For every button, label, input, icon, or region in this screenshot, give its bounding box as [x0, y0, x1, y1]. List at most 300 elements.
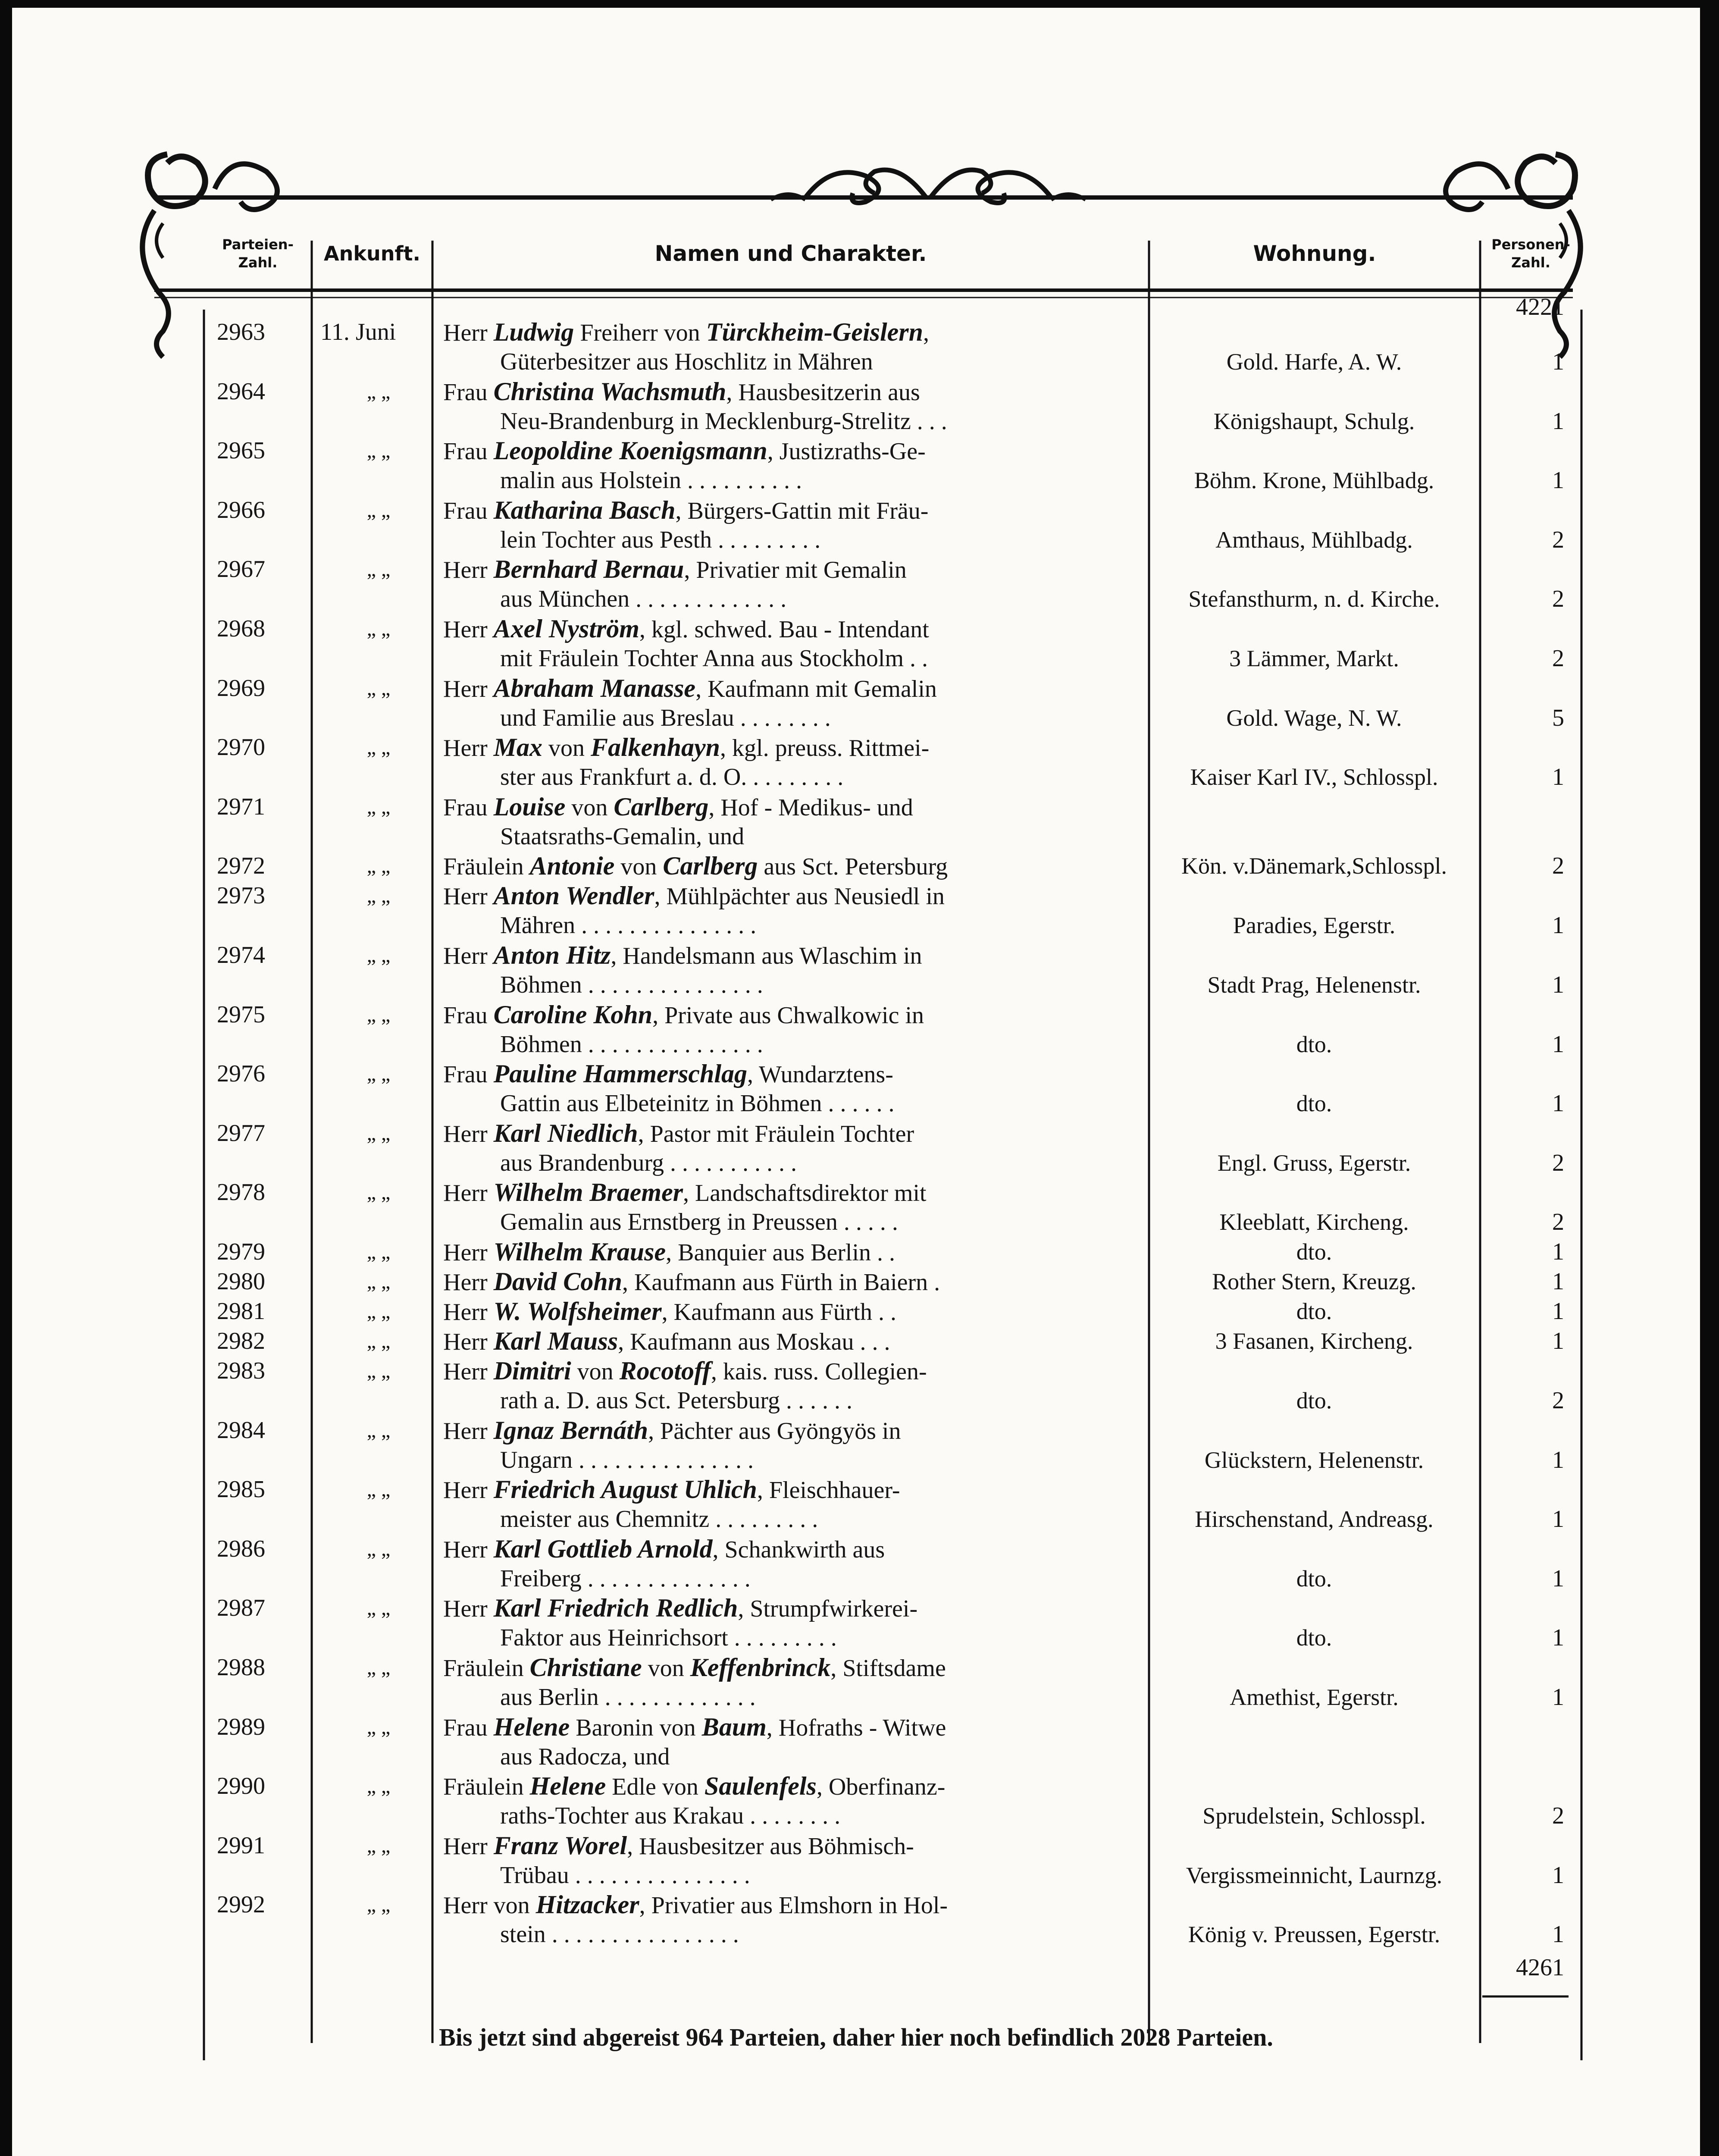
- person-name: Wilhelm Braemer: [493, 1178, 683, 1207]
- col-header-ankunft: Ankunft.: [324, 242, 420, 265]
- arrival-ditto-mark: „ „: [366, 1893, 391, 1917]
- arrival-ditto-mark: „ „: [366, 855, 391, 878]
- entry-continuation-line: Böhmen . . . . . . . . . . . . . . .: [500, 1031, 763, 1058]
- entry-name-line: [443, 614, 1140, 645]
- lodging-address: Sprudelstein, Schlosspl.: [1202, 1803, 1426, 1829]
- person-name: Keffenbrinck: [690, 1653, 831, 1682]
- entry-text: Freiherr von: [574, 320, 706, 346]
- lodging-address: Paradies, Egerstr.: [1233, 912, 1396, 939]
- lodging-address: Rother Stern, Kreuzg.: [1212, 1269, 1416, 1294]
- arrival-ditto-mark: „ „: [366, 736, 391, 759]
- arrival-ditto-mark: „ „: [366, 1062, 391, 1086]
- entry-continuation-line: Mähren . . . . . . . . . . . . . . .: [500, 912, 757, 939]
- entry-text: Frau: [443, 379, 494, 406]
- entry-name-line: [443, 1593, 1140, 1624]
- person-count: 1: [1552, 1861, 1564, 1889]
- table-row: [12, 1712, 1700, 1772]
- entry-text: , Privatier aus Elmshorn in Hol-: [639, 1892, 948, 1919]
- person-name: Baum: [701, 1712, 767, 1741]
- entry-number: 2976: [217, 1060, 265, 1087]
- person-count: 1: [1552, 1328, 1564, 1354]
- person-name: Christina Wachsmuth: [493, 377, 726, 406]
- arrival-date: 11. Juni: [320, 319, 396, 345]
- entry-number: 2963: [217, 319, 265, 345]
- entry-name-line: [443, 674, 1140, 704]
- lodging-address: Böhm. Krone, Mühlbadg.: [1194, 467, 1434, 494]
- entry-continuation-line: Freiberg . . . . . . . . . . . . . .: [500, 1565, 751, 1592]
- entry-continuation-line: Staatsraths-Gemalin, und: [500, 823, 745, 850]
- person-count: 1: [1552, 971, 1564, 998]
- document-page: [12, 8, 1700, 2156]
- table-row: [12, 940, 1700, 1000]
- person-count: 2: [1552, 1802, 1564, 1830]
- lodging-address: dto.: [1296, 1031, 1332, 1057]
- entry-continuation-line: malin aus Holstein . . . . . . . . . .: [500, 467, 802, 494]
- table-row: [12, 1475, 1700, 1534]
- entry-text: Herr: [443, 1358, 494, 1385]
- entry-text: Herr: [443, 1536, 494, 1563]
- lodging-address: dto.: [1296, 1565, 1332, 1592]
- person-name: Carlberg: [614, 792, 709, 821]
- entry-text: Herr: [443, 1239, 494, 1266]
- lodging-address: König v. Preussen, Egerstr.: [1188, 1921, 1440, 1948]
- entry-text: Herr: [443, 1120, 494, 1147]
- entry-text: , Kaufmann mit Gemalin: [695, 675, 937, 702]
- person-count: 2: [1552, 586, 1564, 613]
- table-row: [12, 1356, 1700, 1416]
- entry-text: Herr: [443, 1595, 494, 1623]
- entry-text: Frau: [443, 794, 494, 821]
- table-row: [12, 1771, 1700, 1831]
- entry-name-line: [443, 1416, 1140, 1446]
- person-name: Hitzacker: [535, 1890, 639, 1919]
- entry-continuation-line: Gattin aus Elbeteinitz in Böhmen . . . . . .: [500, 1090, 895, 1117]
- arrival-ditto-mark: „ „: [366, 1775, 391, 1798]
- lodging-address: Stadt Prag, Helenenstr.: [1207, 972, 1421, 998]
- person-name: Saulenfels: [704, 1772, 817, 1801]
- entry-text: , Stiftsdame: [830, 1655, 946, 1682]
- entry-text: , Handelsmann aus Wlaschim in: [611, 943, 922, 969]
- entry-continuation-line: Faktor aus Heinrichsort . . . . . . . . .: [500, 1624, 837, 1651]
- lodging-address: Gold. Harfe, A. W.: [1226, 349, 1402, 375]
- person-name: Karl Gottlieb Arnold: [493, 1534, 713, 1563]
- entry-text: , Pastor mit Fräulein Tochter: [638, 1120, 914, 1147]
- entry-text: Frau: [443, 1002, 494, 1029]
- entry-text: Herr: [443, 883, 494, 910]
- person-name: W. Wolfsheimer: [493, 1297, 662, 1326]
- table-row: [12, 495, 1700, 555]
- entry-text: , kgl. schwed. Bau - Intendant: [639, 616, 929, 643]
- table-row: [12, 1178, 1700, 1237]
- footer-summary: Bis jetzt sind abgereist 964 Parteien, daher hier noch befindlich 2028 Parteien.: [439, 2023, 1273, 2052]
- entry-text: Frau: [443, 1714, 494, 1741]
- entry-text: , Justizraths-Ge-: [767, 438, 926, 465]
- entry-number: 2969: [217, 674, 265, 702]
- arrival-ditto-mark: „ „: [366, 1419, 391, 1442]
- entry-text: Herr: [443, 1329, 494, 1355]
- entry-text: Herr: [443, 1299, 494, 1326]
- arrival-ditto-mark: „ „: [366, 1181, 391, 1204]
- arrival-ditto-mark: „ „: [366, 1360, 391, 1382]
- person-count: 1: [1552, 764, 1564, 791]
- entry-name-line: [443, 1831, 1140, 1861]
- table-row: [12, 674, 1700, 733]
- table-row: [12, 436, 1700, 495]
- person-count: 1: [1552, 1090, 1564, 1117]
- entry-number: 2989: [217, 1713, 265, 1740]
- entry-name-line: [443, 377, 1140, 407]
- lodging-address: dto.: [1296, 1625, 1332, 1651]
- lodging-address: Engl. Gruss, Egerstr.: [1217, 1150, 1411, 1176]
- entry-continuation-line: und Familie aus Breslau . . . . . . . .: [500, 704, 831, 731]
- arrival-ditto-mark: „ „: [366, 1597, 391, 1620]
- person-name: Friedrich August Uhlich: [493, 1475, 757, 1504]
- entry-number: 2985: [217, 1476, 265, 1503]
- entry-number: 2977: [217, 1119, 265, 1147]
- person-count: 1: [1552, 1684, 1564, 1711]
- person-name: Helene: [529, 1772, 606, 1801]
- table-row: [12, 1653, 1700, 1712]
- lodging-address: dto.: [1296, 1298, 1332, 1324]
- lodging-address: Amethist, Egerstr.: [1230, 1684, 1399, 1710]
- entry-number: 2987: [217, 1595, 265, 1622]
- entry-text: , Landschaftsdirektor mit: [683, 1180, 927, 1207]
- entry-number: 2988: [217, 1654, 265, 1681]
- lodging-address: Hirschenstand, Andreasg.: [1195, 1506, 1434, 1532]
- arrival-ditto-mark: „ „: [366, 1003, 391, 1026]
- entry-text: , Oberfinanz-: [816, 1774, 946, 1801]
- lodging-address: Kaiser Karl IV., Schlosspl.: [1190, 764, 1438, 790]
- entry-text: von: [571, 1358, 620, 1385]
- entry-number: 2965: [217, 437, 265, 464]
- person-name: Helene: [493, 1712, 570, 1741]
- entry-text: Herr: [443, 1180, 494, 1207]
- arrival-ditto-mark: „ „: [366, 677, 391, 700]
- entry-number: 2967: [217, 556, 265, 583]
- entry-name-line: [443, 1297, 1140, 1327]
- arrival-ditto-mark: „ „: [366, 439, 391, 463]
- table-row: [12, 1119, 1700, 1178]
- person-count: 2: [1552, 1149, 1564, 1176]
- arrival-ditto-mark: „ „: [366, 795, 391, 818]
- entry-text: , Kaufmann aus Moskau . . .: [618, 1329, 890, 1355]
- entry-number: 2974: [217, 942, 265, 968]
- arrival-ditto-mark: „ „: [366, 558, 391, 581]
- entry-text: Fräulein: [443, 1774, 530, 1801]
- entry-continuation-line: Gemalin aus Ernstberg in Preussen . . . . .: [500, 1209, 898, 1236]
- entry-text: von: [642, 1655, 690, 1682]
- entry-number: 2983: [217, 1357, 265, 1384]
- person-count: 1: [1552, 1565, 1564, 1592]
- entry-name-line: [443, 1267, 1140, 1297]
- entry-name-line: [443, 881, 1140, 912]
- person-name: Carlberg: [663, 852, 758, 881]
- entry-text: , Hof - Medikus- und: [708, 794, 913, 821]
- lodging-address: 3 Fasanen, Kircheng.: [1215, 1328, 1413, 1354]
- person-name: Bernhard Bernau: [493, 555, 684, 584]
- person-name: Wilhelm Krause: [493, 1238, 666, 1266]
- entry-name-line: [443, 1000, 1140, 1031]
- arrival-ditto-mark: „ „: [366, 884, 391, 908]
- lodging-address: dto.: [1296, 1388, 1332, 1413]
- person-name: Karl Friedrich Redlich: [493, 1594, 738, 1623]
- entry-continuation-line: aus Brandenburg . . . . . . . . . . .: [500, 1149, 797, 1176]
- entry-name-line: [443, 851, 1140, 882]
- person-count: 2: [1552, 852, 1564, 880]
- col-header-personen-line1: Personen-: [1491, 236, 1570, 253]
- entry-name-line: [443, 733, 1140, 763]
- entry-continuation-line: lein Tochter aus Pesth . . . . . . . . .: [500, 526, 821, 553]
- final-total: 4261: [1516, 1954, 1564, 1981]
- lodging-address: Kleeblatt, Kircheng.: [1219, 1209, 1409, 1235]
- carry-over-total: 4221: [1516, 294, 1564, 320]
- entry-continuation-line: rath a. D. aus Sct. Petersburg . . . . . .: [500, 1387, 853, 1414]
- entry-text: , Kaufmann aus Fürth in Baiern .: [622, 1269, 940, 1296]
- person-count: 1: [1552, 912, 1564, 939]
- entry-text: , Hausbesitzer aus Böhmisch-: [627, 1833, 914, 1860]
- entry-continuation-line: mit Fräulein Tochter Anna aus Stockholm . .: [500, 645, 928, 672]
- person-name: Karl Mauss: [493, 1327, 618, 1355]
- entry-text: Herr von: [443, 1892, 536, 1919]
- entry-text: , Schankwirth aus: [712, 1536, 885, 1563]
- entry-number: 2975: [217, 1001, 265, 1028]
- table-row: [12, 1534, 1700, 1594]
- person-name: Axel Nyström: [493, 614, 639, 643]
- entry-name-line: [443, 1178, 1140, 1208]
- entry-text: Frau: [443, 438, 494, 465]
- person-name: Louise: [493, 792, 566, 821]
- entry-text: , Privatier mit Gemalin: [684, 557, 907, 584]
- table-row: [12, 555, 1700, 614]
- entry-text: , Kaufmann aus Fürth . .: [661, 1299, 896, 1326]
- arrival-ditto-mark: „ „: [366, 1537, 391, 1561]
- entry-number: 2966: [217, 496, 265, 523]
- entry-continuation-line: ster aus Frankfurt a. d. O. . . . . . . . .: [500, 764, 844, 791]
- entry-name-line: [443, 1712, 1140, 1743]
- entry-continuation-line: Güterbesitzer aus Hoschlitz in Mähren: [500, 348, 873, 375]
- arrival-ditto-mark: „ „: [366, 617, 391, 640]
- person-count: 2: [1552, 1209, 1564, 1236]
- person-name: Franz Worel: [493, 1831, 627, 1860]
- arrival-ditto-mark: „ „: [366, 1834, 391, 1857]
- person-name: Christiane: [529, 1653, 642, 1682]
- entry-continuation-line: aus Berlin . . . . . . . . . . . . .: [500, 1684, 756, 1711]
- entry-continuation-line: Böhmen . . . . . . . . . . . . . . .: [500, 971, 763, 998]
- person-name: Abraham Manasse: [493, 674, 696, 702]
- col-header-namen: Namen und Charakter.: [654, 241, 927, 266]
- table-row: [12, 1831, 1700, 1890]
- table-row: [12, 733, 1700, 792]
- entry-continuation-line: aus München . . . . . . . . . . . . .: [500, 586, 787, 613]
- person-count: 1: [1552, 1506, 1564, 1533]
- arrival-ditto-mark: „ „: [366, 1122, 391, 1145]
- person-name: Ignaz Bernáth: [493, 1416, 648, 1445]
- entry-name-line: [443, 495, 1140, 526]
- arrival-ditto-mark: „ „: [366, 1715, 391, 1739]
- entry-number: 2973: [217, 882, 265, 909]
- col-header-parteien-line1: Parteien-: [222, 236, 294, 253]
- entry-number: 2991: [217, 1832, 265, 1859]
- entry-text: Herr: [443, 943, 494, 969]
- entry-text: , Fleischhauer-: [757, 1477, 900, 1504]
- person-name: Anton Hitz: [493, 941, 611, 969]
- arrival-ditto-mark: „ „: [366, 1270, 391, 1293]
- person-name: Caroline Kohn: [493, 1000, 653, 1029]
- table-row: [12, 1000, 1700, 1059]
- person-count: 2: [1552, 526, 1564, 553]
- entry-number: 2979: [217, 1238, 265, 1265]
- person-count: 2: [1552, 645, 1564, 672]
- person-name: Rocotoff: [619, 1357, 711, 1385]
- entry-continuation-line: Neu-Brandenburg in Mecklenburg-Strelitz . . .: [500, 407, 947, 435]
- entry-text: , kais. russ. Collegien-: [711, 1358, 927, 1385]
- person-name: Dimitri: [493, 1357, 571, 1385]
- entry-number: 2978: [217, 1179, 265, 1206]
- lodging-address: Glückstern, Helenenstr.: [1204, 1447, 1424, 1473]
- arrival-ditto-mark: „ „: [366, 1656, 391, 1679]
- entry-number: 2972: [217, 852, 265, 880]
- lodging-address: 3 Lämmer, Markt.: [1229, 646, 1399, 671]
- person-count: 1: [1552, 467, 1564, 494]
- table-row: [12, 792, 1700, 852]
- person-name: Leopoldine Koenigsmann: [493, 436, 767, 465]
- arrival-ditto-mark: „ „: [366, 1330, 391, 1353]
- person-name: Anton Wendler: [493, 881, 654, 910]
- person-count: 1: [1552, 1031, 1564, 1058]
- entry-continuation-line: meister aus Chemnitz . . . . . . . . .: [500, 1506, 818, 1533]
- entry-number: 2984: [217, 1416, 265, 1444]
- entry-name-line: [443, 1356, 1140, 1387]
- entry-number: 2970: [217, 734, 265, 761]
- entry-number: 2986: [217, 1535, 265, 1562]
- entry-name-line: [443, 1326, 1140, 1357]
- entry-text: Herr: [443, 1269, 494, 1296]
- person-name: David Cohn: [493, 1267, 622, 1296]
- entry-name-line: [443, 1475, 1140, 1505]
- entry-text: Frau: [443, 1061, 494, 1088]
- entry-name-line: [443, 1059, 1140, 1090]
- arrival-ditto-mark: „ „: [366, 1241, 391, 1263]
- entry-text: , Mühlpächter aus Neusiedl in: [654, 883, 945, 910]
- person-name: Karl Niedlich: [493, 1119, 638, 1147]
- entry-text: Herr: [443, 1477, 494, 1504]
- entry-text: Baronin von: [570, 1714, 702, 1741]
- person-count: 1: [1552, 407, 1564, 435]
- entry-text: Fräulein: [443, 1655, 530, 1682]
- entry-text: , Strumpfwirkerei-: [738, 1595, 918, 1623]
- person-count: 1: [1552, 348, 1564, 375]
- entry-text: von: [542, 735, 591, 762]
- person-count: 1: [1552, 1298, 1564, 1325]
- lodging-address: Amthaus, Mühlbadg.: [1215, 526, 1413, 553]
- person-name: Türckheim-Geislern: [706, 318, 923, 346]
- col-header-personen-line2: Zahl.: [1511, 254, 1550, 271]
- person-name: Max: [493, 733, 542, 762]
- entry-name-line: [443, 1653, 1140, 1683]
- col-header-parteien-line2: Zahl.: [238, 254, 278, 271]
- entry-text: , Wundarztens-: [747, 1061, 893, 1088]
- person-name: Pauline Hammerschlag: [493, 1059, 748, 1088]
- entry-name-line: [443, 1534, 1140, 1565]
- entry-number: 2980: [217, 1268, 265, 1295]
- entry-number: 2964: [217, 378, 265, 405]
- lodging-address: Vergissmeinnicht, Laurnzg.: [1186, 1862, 1443, 1888]
- person-name: Antonie: [529, 852, 615, 881]
- lodging-address: dto.: [1296, 1239, 1332, 1265]
- entry-continuation-line: Ungarn . . . . . . . . . . . . . . .: [500, 1446, 754, 1473]
- entry-continuation-line: stein . . . . . . . . . . . . . . . .: [500, 1921, 739, 1948]
- lodging-address: Gold. Wage, N. W.: [1226, 705, 1402, 731]
- entry-text: Fräulein: [443, 853, 530, 881]
- entry-text: von: [614, 853, 663, 881]
- table-row: [12, 1593, 1700, 1653]
- table-row: [12, 317, 1700, 377]
- entry-continuation-line: aus Radocza, und: [500, 1743, 670, 1770]
- entry-text: Edle von: [606, 1774, 705, 1801]
- person-count: 1: [1552, 1921, 1564, 1948]
- entry-name-line: [443, 1771, 1140, 1802]
- entry-text: , Pächter aus Gyöngyös in: [648, 1417, 901, 1445]
- person-count: 1: [1552, 1238, 1564, 1265]
- entry-name-line: [443, 940, 1140, 971]
- person-count: 5: [1552, 704, 1564, 731]
- entry-text: Frau: [443, 497, 494, 524]
- arrival-ditto-mark: „ „: [366, 1300, 391, 1323]
- entry-text: Herr: [443, 735, 494, 762]
- table-row: [12, 1890, 1700, 1949]
- entry-name-line: [443, 436, 1140, 467]
- lodging-address: dto.: [1296, 1091, 1332, 1117]
- table-row: [12, 1416, 1700, 1475]
- person-name: Ludwig: [493, 318, 574, 346]
- entry-text: Herr: [443, 557, 494, 584]
- entry-text: Herr: [443, 320, 494, 346]
- entry-name-line: [443, 1890, 1140, 1921]
- entry-name-line: [443, 1119, 1140, 1149]
- table-row: [12, 377, 1700, 436]
- entry-number: 2992: [217, 1891, 265, 1918]
- entry-text: von: [565, 794, 614, 821]
- arrival-ditto-mark: „ „: [366, 944, 391, 967]
- entry-text: , Hausbesitzerin aus: [726, 379, 920, 406]
- entry-name-line: [443, 792, 1140, 823]
- entry-continuation-line: raths-Tochter aus Krakau . . . . . . . .: [500, 1802, 841, 1830]
- entry-number: 2968: [217, 615, 265, 642]
- entry-text: aus Sct. Petersburg: [758, 853, 948, 881]
- entry-number: 2990: [217, 1773, 265, 1800]
- person-count: 1: [1552, 1268, 1564, 1295]
- entry-name-line: [443, 1237, 1140, 1268]
- entry-text: Herr: [443, 616, 494, 643]
- entry-text: , kgl. preuss. Rittmei-: [720, 735, 930, 762]
- person-count: 2: [1552, 1387, 1564, 1414]
- table-row: [12, 614, 1700, 674]
- lodging-address: Stefansthurm, n. d. Kirche.: [1188, 586, 1440, 612]
- entry-number: 2981: [217, 1298, 265, 1325]
- arrival-ditto-mark: „ „: [366, 1478, 391, 1501]
- col-header-wohnung: Wohnung.: [1253, 241, 1376, 266]
- entry-text: , Hofraths - Witwe: [766, 1714, 946, 1741]
- entry-text: Herr: [443, 1417, 494, 1445]
- entry-number: 2982: [217, 1328, 265, 1354]
- entry-name-line: [443, 555, 1140, 585]
- entry-continuation-line: Trübau . . . . . . . . . . . . . . .: [500, 1861, 750, 1889]
- col-header-parteien: [204, 228, 312, 279]
- entry-text: , Banquier aus Berlin . .: [666, 1239, 896, 1266]
- entry-text: , Bürgers-Gattin mit Fräu-: [675, 497, 929, 524]
- person-count: 1: [1552, 1446, 1564, 1473]
- person-count: 1: [1552, 1624, 1564, 1651]
